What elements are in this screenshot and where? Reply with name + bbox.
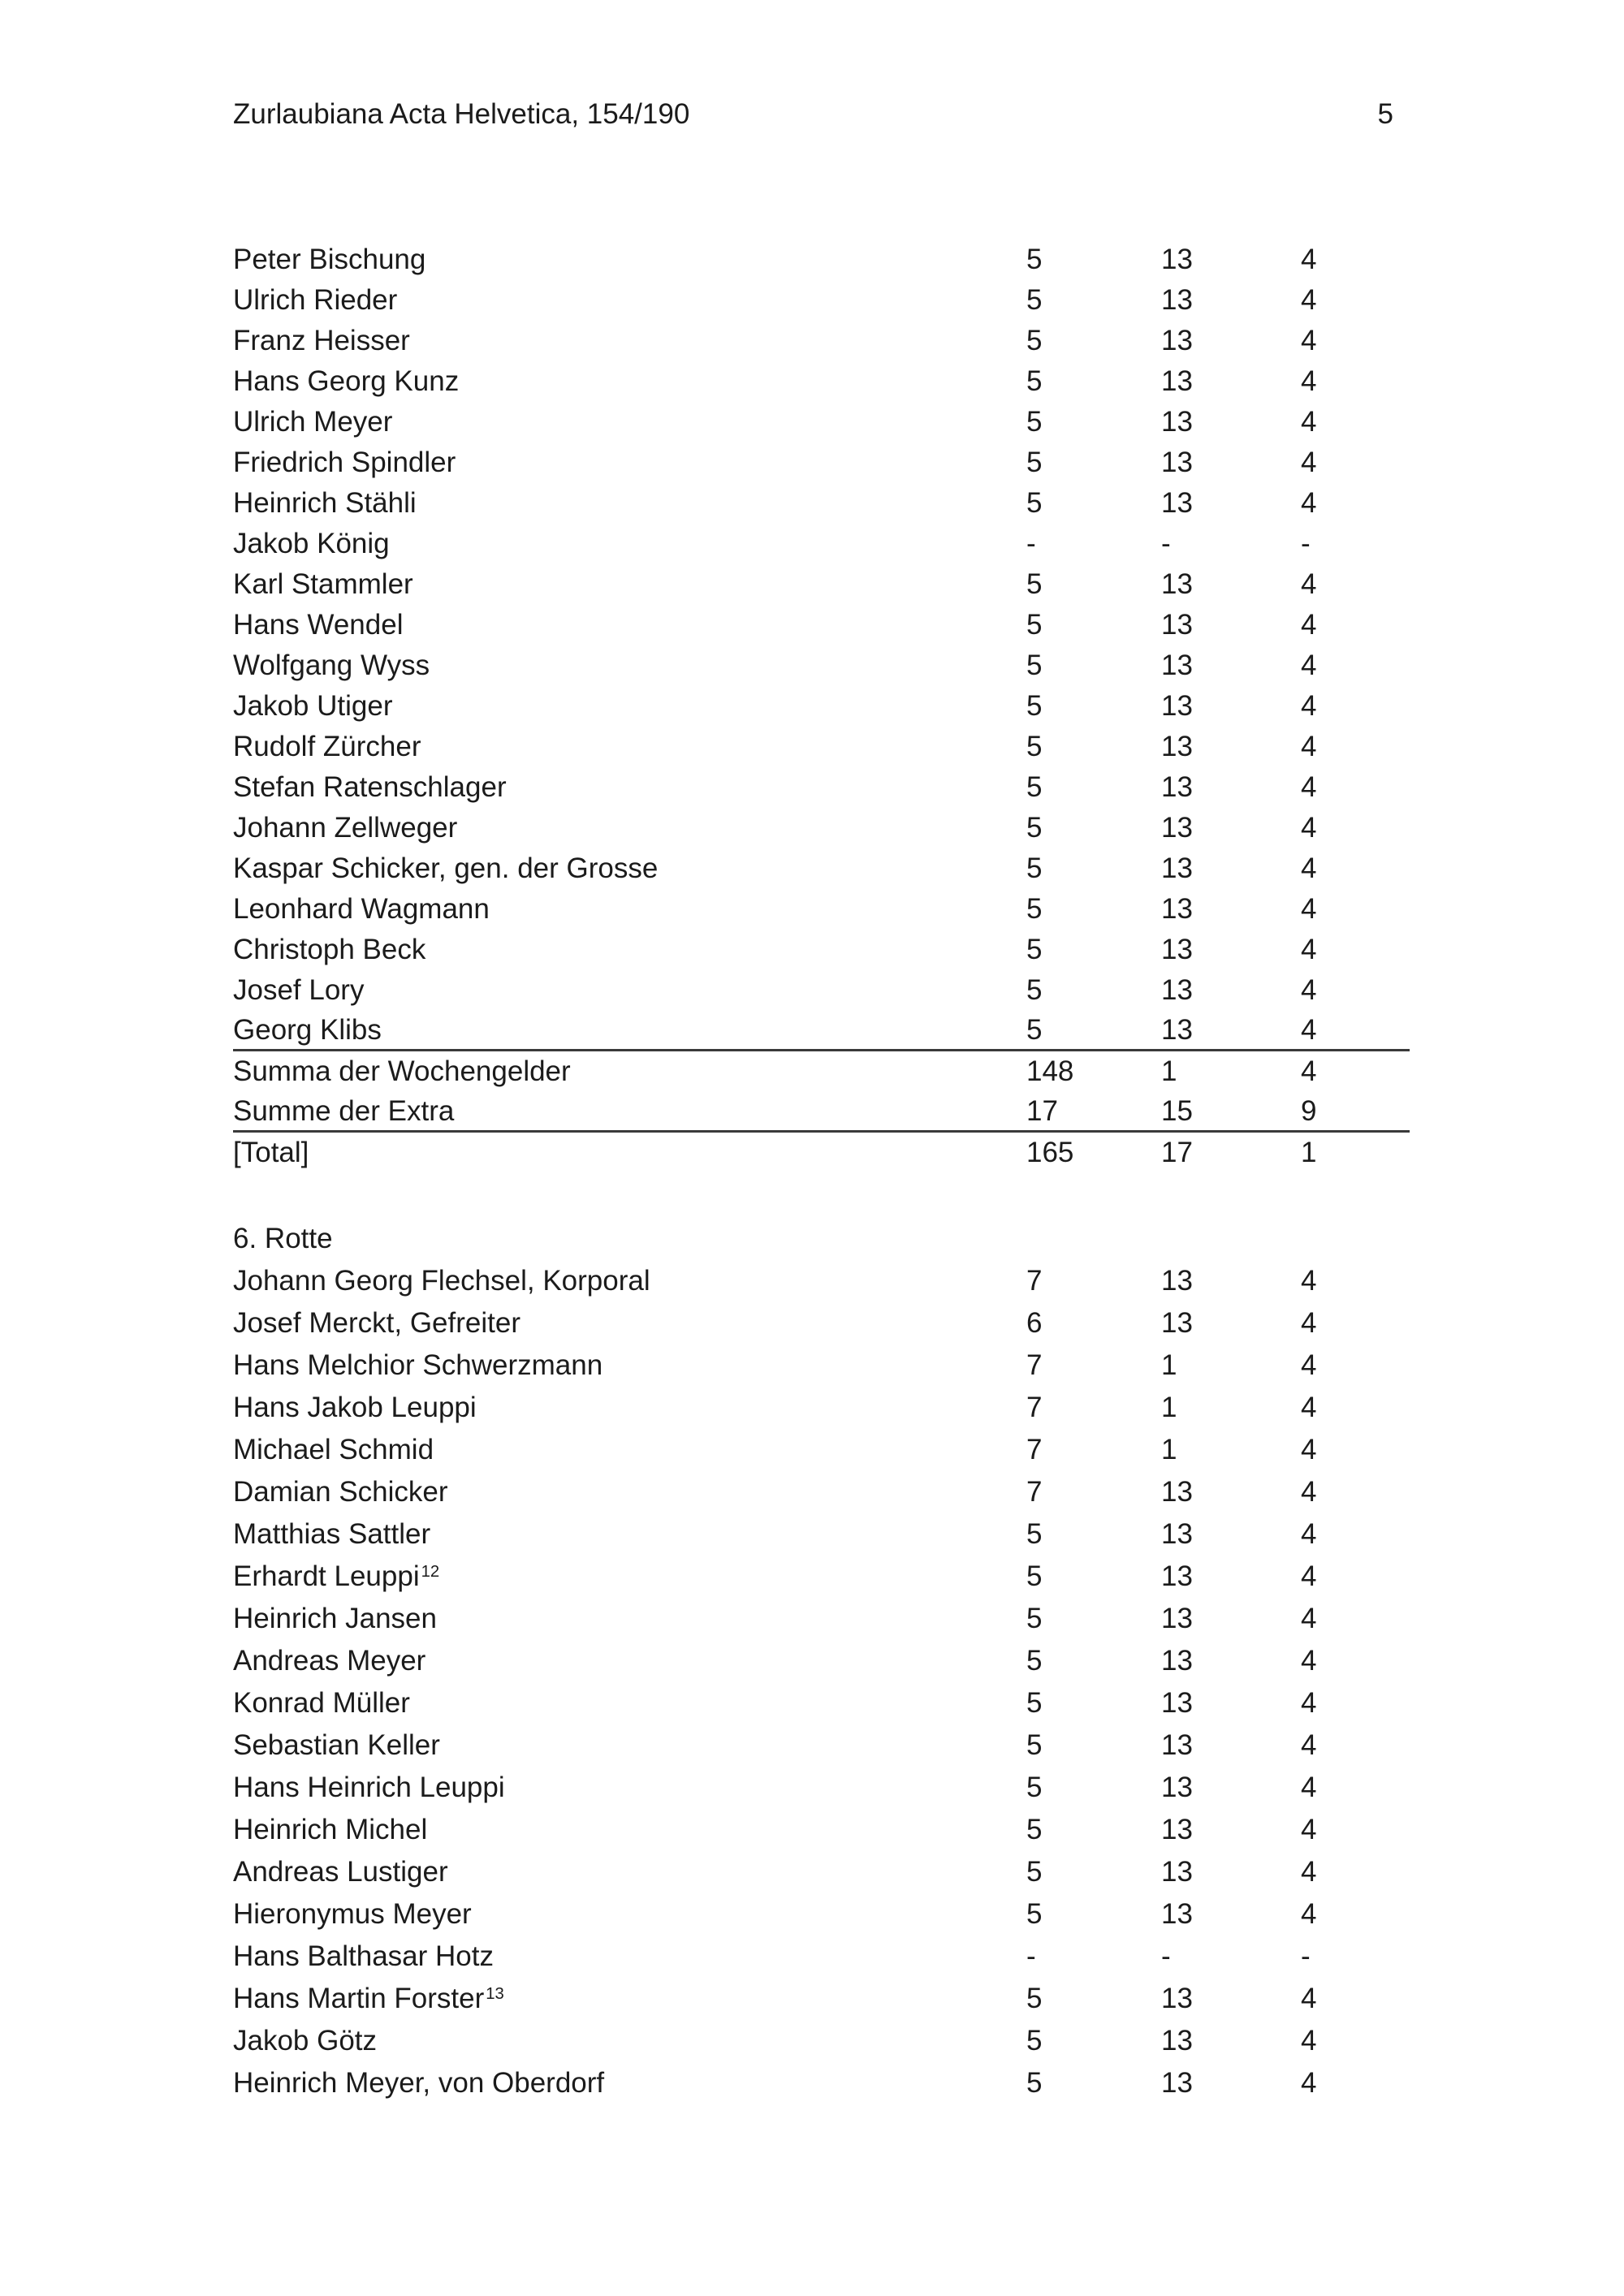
col3-value: 4 [1301, 1603, 1317, 1634]
col1-value: 5 [1026, 1898, 1043, 1930]
row-label: Jakob Utiger [233, 690, 393, 722]
col1-value: 5 [1026, 650, 1043, 681]
table-row [233, 645, 1410, 686]
row-label: Peter Bischung [233, 244, 426, 275]
table-row [233, 605, 1410, 645]
row-label: Wolfgang Wyss [233, 650, 430, 681]
col1-value: 5 [1026, 1013, 1043, 1046]
col2-value: 13 [1161, 812, 1193, 844]
col2-value: 13 [1161, 325, 1193, 356]
col3-value: 4 [1301, 771, 1317, 803]
col2-value: 13 [1161, 731, 1193, 762]
table-row [233, 1471, 1410, 1513]
col3-value: 4 [1301, 325, 1317, 356]
col1-value: 5 [1026, 1560, 1043, 1592]
col2-value: 1 [1161, 1349, 1177, 1381]
col2-value: 13 [1161, 1856, 1193, 1888]
col2-value: 13 [1161, 1560, 1193, 1592]
table-row [233, 1260, 1410, 1302]
row-label: Hans Georg Kunz [233, 365, 460, 397]
col3-value: 4 [1301, 1814, 1317, 1845]
col3-value: 4 [1301, 1898, 1317, 1930]
col3-value: 4 [1301, 1307, 1317, 1339]
col1-value: 5 [1026, 852, 1043, 884]
col2-value: 1 [1161, 1392, 1177, 1423]
col1-value: 7 [1026, 1434, 1043, 1465]
row-label: Christoph Beck [233, 934, 426, 965]
row-label: [Total] [233, 1137, 309, 1168]
col1-value: 5 [1026, 244, 1043, 275]
col1-value: - [1026, 528, 1036, 559]
table-row [233, 240, 1410, 280]
col1-value: 5 [1026, 2025, 1043, 2056]
col1-value: 5 [1026, 771, 1043, 803]
col3-value: 4 [1301, 852, 1317, 884]
table-row [233, 402, 1410, 442]
row-label: Heinrich Stähli [233, 487, 417, 519]
col3-value: 4 [1301, 2025, 1317, 2056]
col3-value: 4 [1301, 934, 1317, 965]
col2-value: 15 [1161, 1094, 1193, 1127]
col3-value: 4 [1301, 690, 1317, 722]
table-row [233, 1344, 1410, 1387]
table-section [233, 240, 1410, 1173]
table-row [233, 1936, 1410, 1978]
col2-value: 13 [1161, 1898, 1193, 1930]
col3-value: 4 [1301, 1013, 1317, 1046]
col1-value: 17 [1026, 1094, 1058, 1127]
col3-value: 4 [1301, 1349, 1317, 1381]
row-label: Georg Klibs [233, 1013, 382, 1046]
table-row [233, 1133, 1410, 1173]
col3-value: 4 [1301, 1392, 1317, 1423]
row-label: Johann Zellweger [233, 812, 458, 844]
col2-value: 13 [1161, 1645, 1193, 1677]
col3-value: 4 [1301, 487, 1317, 519]
row-label: Hans Jakob Leuppi [233, 1392, 477, 1423]
col1-value: 148 [1026, 1055, 1074, 1087]
col2-value: 13 [1161, 406, 1193, 438]
table-row [233, 727, 1410, 767]
col3-value: 4 [1301, 1055, 1317, 1087]
col2-value: 13 [1161, 365, 1193, 397]
table-row [233, 442, 1410, 483]
col1-value: 7 [1026, 1265, 1043, 1297]
table-row [233, 1302, 1410, 1344]
col3-value: 4 [1301, 1560, 1317, 1592]
table-row [233, 1011, 1410, 1051]
col1-value: 5 [1026, 1645, 1043, 1677]
table-row [233, 361, 1410, 402]
row-label: Sebastian Keller [233, 1729, 440, 1761]
table-row [233, 889, 1410, 930]
table-row [233, 1092, 1410, 1133]
col1-value: 5 [1026, 1603, 1043, 1634]
col3-value: 4 [1301, 1476, 1317, 1508]
row-label: Friedrich Spindler [233, 447, 456, 478]
table-row [233, 848, 1410, 889]
table-row [233, 524, 1410, 564]
col2-value: 13 [1161, 974, 1193, 1006]
row-label: Summe der Extra [233, 1094, 455, 1127]
col2-value: 13 [1161, 487, 1193, 519]
page-number: 5 [1377, 98, 1393, 130]
col2-value: 13 [1161, 2067, 1193, 2099]
table-row [233, 321, 1410, 361]
col1-value: 5 [1026, 568, 1043, 600]
table-row [233, 1682, 1410, 1724]
col1-value: 7 [1026, 1392, 1043, 1423]
col3-value: 4 [1301, 1645, 1317, 1677]
col1-value: 7 [1026, 1476, 1043, 1508]
col1-value: 5 [1026, 690, 1043, 722]
table-row [233, 1893, 1410, 1936]
row-label: Ulrich Meyer [233, 406, 393, 438]
row-label: Heinrich Michel [233, 1814, 428, 1845]
row-label: Michael Schmid [233, 1434, 434, 1465]
col3-value: 4 [1301, 1983, 1317, 2014]
table-row [233, 564, 1410, 605]
col1-value: 7 [1026, 1349, 1043, 1381]
col1-value: 5 [1026, 974, 1043, 1006]
table-row [233, 767, 1410, 808]
col3-value: 4 [1301, 1518, 1317, 1550]
row-label: Summa der Wochengelder [233, 1055, 571, 1087]
table-row [233, 2062, 1410, 2104]
col2-value: 13 [1161, 284, 1193, 316]
col1-value: 5 [1026, 609, 1043, 641]
table-row [233, 1724, 1410, 1767]
col3-value: 4 [1301, 893, 1317, 925]
section-heading-label: 6. Rotte [233, 1223, 333, 1254]
col2-value: 13 [1161, 852, 1193, 884]
row-label: Hieronymus Meyer [233, 1898, 472, 1930]
row-label: Hans Wendel [233, 609, 404, 641]
footnote-marker: 13 [486, 1984, 504, 2003]
col2-value: 13 [1161, 1814, 1193, 1845]
col3-value: 4 [1301, 812, 1317, 844]
col2-value: 17 [1161, 1137, 1193, 1168]
col3-value: - [1301, 1940, 1311, 1972]
col2-value: 13 [1161, 771, 1193, 803]
row-label: Johann Georg Flechsel, Korporal [233, 1265, 650, 1297]
pay-table [233, 240, 1410, 2104]
col2-value: 13 [1161, 1265, 1193, 1297]
table-row [233, 2020, 1410, 2062]
col3-value: 4 [1301, 1729, 1317, 1761]
col1-value: 5 [1026, 365, 1043, 397]
col3-value: 4 [1301, 1772, 1317, 1803]
row-label: Kaspar Schicker, gen. der Grosse [233, 852, 659, 884]
col2-value: 13 [1161, 1603, 1193, 1634]
table-row [233, 1640, 1410, 1682]
col2-value: 13 [1161, 650, 1193, 681]
footnote-marker: 12 [421, 1562, 440, 1581]
table-row [233, 280, 1410, 321]
col2-value: 13 [1161, 1307, 1193, 1339]
col3-value: 4 [1301, 974, 1317, 1006]
table-section [233, 1218, 1410, 2104]
col1-value: 165 [1026, 1137, 1074, 1168]
row-label: Hans Martin Forster$^{13}$ [233, 1983, 504, 2014]
col1-value: 5 [1026, 2067, 1043, 2099]
col2-value: 13 [1161, 2025, 1193, 2056]
col2-value: 13 [1161, 1687, 1193, 1719]
col1-value: 5 [1026, 325, 1043, 356]
table-row [233, 930, 1410, 970]
col1-value: 5 [1026, 406, 1043, 438]
row-label: Ulrich Rieder [233, 284, 398, 316]
col3-value: 4 [1301, 650, 1317, 681]
col1-value: 5 [1026, 1814, 1043, 1845]
col2-value: 13 [1161, 893, 1193, 925]
table-row [233, 1513, 1410, 1556]
col3-value: 4 [1301, 609, 1317, 641]
row-label: Franz Heisser [233, 325, 410, 356]
col2-value: 13 [1161, 934, 1193, 965]
row-label: Konrad Müller [233, 1687, 410, 1719]
col3-value: 4 [1301, 447, 1317, 478]
row-label: Hans Balthasar Hotz [233, 1940, 494, 1972]
section-heading [233, 1218, 1410, 1260]
col3-value: 4 [1301, 1856, 1317, 1888]
col1-value: 5 [1026, 1729, 1043, 1761]
row-label: Damian Schicker [233, 1476, 448, 1508]
col2-value: 13 [1161, 568, 1193, 600]
col3-value: 4 [1301, 2067, 1317, 2099]
col3-value: 4 [1301, 1687, 1317, 1719]
row-label: Rudolf Zürcher [233, 731, 421, 762]
col2-value: 13 [1161, 447, 1193, 478]
col1-value: 5 [1026, 812, 1043, 844]
col2-value: - [1161, 528, 1171, 559]
col3-value: 4 [1301, 1434, 1317, 1465]
col1-value: 5 [1026, 1983, 1043, 2014]
col1-value: 5 [1026, 284, 1043, 316]
col3-value: 4 [1301, 244, 1317, 275]
col3-value: 4 [1301, 731, 1317, 762]
col2-value: 13 [1161, 244, 1193, 275]
row-label: Stefan Ratenschlager [233, 771, 507, 803]
table-row [233, 1809, 1410, 1851]
row-label: Erhardt Leuppi$^{12}$ [233, 1560, 440, 1592]
page-header [233, 97, 1393, 132]
row-label: Hans Melchior Schwerzmann [233, 1349, 603, 1381]
col3-value: 4 [1301, 365, 1317, 397]
col1-value: 5 [1026, 1856, 1043, 1888]
table-row [233, 1767, 1410, 1809]
table-row [233, 1978, 1410, 2020]
col1-value: 5 [1026, 934, 1043, 965]
table-row [233, 808, 1410, 848]
row-label: Andreas Lustiger [233, 1856, 448, 1888]
col1-value: - [1026, 1940, 1036, 1972]
col3-value: 4 [1301, 1265, 1317, 1297]
col3-value: 4 [1301, 284, 1317, 316]
col1-value: 5 [1026, 447, 1043, 478]
col2-value: 13 [1161, 1518, 1193, 1550]
table-row [233, 1387, 1410, 1429]
table-row [233, 1598, 1410, 1640]
row-label: Andreas Meyer [233, 1645, 426, 1677]
row-label: Karl Stammler [233, 568, 413, 600]
col1-value: 5 [1026, 487, 1043, 519]
col1-value: 6 [1026, 1307, 1043, 1339]
row-label: Josef Lory [233, 974, 365, 1006]
col2-value: 13 [1161, 1772, 1193, 1803]
col1-value: 5 [1026, 731, 1043, 762]
row-label: Matthias Sattler [233, 1518, 431, 1550]
col3-value: 9 [1301, 1094, 1317, 1127]
col1-value: 5 [1026, 1772, 1043, 1803]
table-row [233, 686, 1410, 727]
row-label: Jakob König [233, 528, 390, 559]
table-row [233, 483, 1410, 524]
table-row [233, 1556, 1410, 1598]
table-row [233, 1051, 1410, 1092]
col3-value: 1 [1301, 1137, 1317, 1168]
col1-value: 5 [1026, 1687, 1043, 1719]
col2-value: 13 [1161, 1729, 1193, 1761]
row-label: Hans Heinrich Leuppi [233, 1772, 505, 1803]
row-label: Heinrich Jansen [233, 1603, 437, 1634]
col3-value: - [1301, 528, 1311, 559]
col3-value: 4 [1301, 406, 1317, 438]
col1-value: 5 [1026, 893, 1043, 925]
col2-value: 13 [1161, 1983, 1193, 2014]
table-row [233, 970, 1410, 1011]
table-row [233, 1429, 1410, 1471]
row-label: Heinrich Meyer, von Oberdorf [233, 2067, 605, 2099]
col2-value: 13 [1161, 1476, 1193, 1508]
row-label: Leonhard Wagmann [233, 893, 490, 925]
col2-value: 1 [1161, 1055, 1177, 1087]
col2-value: 13 [1161, 1013, 1193, 1046]
col3-value: 4 [1301, 568, 1317, 600]
col1-value: 5 [1026, 1518, 1043, 1550]
col2-value: 1 [1161, 1434, 1177, 1465]
col2-value: - [1161, 1940, 1171, 1972]
table-row [233, 1851, 1410, 1893]
running-title: Zurlaubiana Acta Helvetica, 154/190 [233, 98, 690, 130]
col2-value: 13 [1161, 609, 1193, 641]
col2-value: 13 [1161, 690, 1193, 722]
row-label: Josef Merckt, Gefreiter [233, 1307, 520, 1339]
row-label: Jakob Götz [233, 2025, 378, 2056]
